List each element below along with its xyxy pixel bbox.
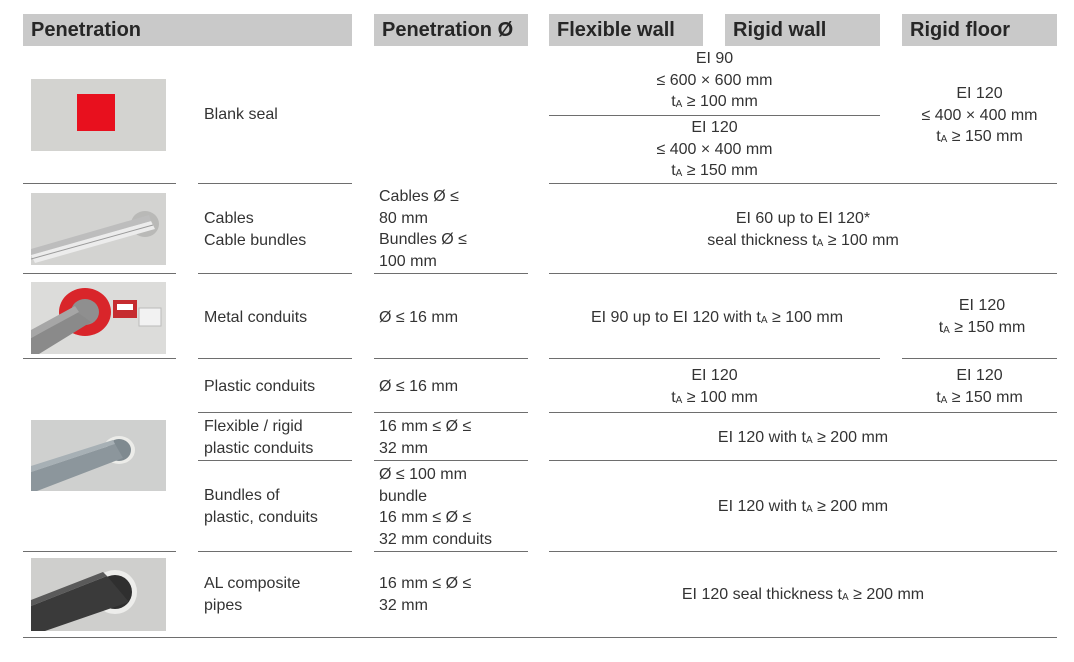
plastic-conduits-label: Plastic conduits: [204, 378, 316, 395]
row-divider: [198, 183, 352, 184]
metal-conduit-photo: [31, 282, 166, 354]
row-divider: [23, 183, 176, 184]
cables-photo: [31, 193, 166, 265]
plastic-conduit-photo: [31, 420, 166, 491]
flexible-rigid-rating: EI 120 with $t_A \ge 200$ mm: [717, 429, 889, 446]
row-divider: [549, 460, 1057, 461]
row-divider: [374, 551, 528, 552]
row-divider: [374, 273, 528, 274]
blank-seal-photo: [31, 79, 166, 151]
row-divider: [374, 358, 528, 359]
al-composite-photo: [31, 558, 166, 631]
row-divider: [23, 273, 176, 274]
row-divider: [198, 358, 352, 359]
al-composite-rating: EI 120 seal thickness $t_A \ge 200$ mm: [681, 586, 925, 603]
row-divider: [198, 551, 352, 552]
cables-rating: EI 60 up to EI 120* seal thickness $t_A \ge 100$ mm: [707, 210, 899, 249]
row-divider: [374, 460, 528, 461]
header-flexible-wall: Flexible wall: [549, 14, 703, 46]
al-composite-label: AL composite pipes: [204, 575, 301, 614]
blank-seal-flexible-top-rating: EI 90 ≤ 600 × 600 mm $t_A \ge 100$ mm: [656, 50, 773, 110]
blank-seal-flexible-bottom-rating: EI 120 ≤ 400 × 400 mm $t_A \ge 150$ mm: [656, 119, 773, 179]
row-divider: [549, 551, 1057, 552]
header-rigid-floor: Rigid floor: [902, 14, 1057, 46]
table-bottom-rule: [23, 637, 1057, 638]
row-divider: [198, 412, 352, 413]
blank-seal-floor-rating: EI 120 ≤ 400 × 400 mm $t_A \ge 150$ mm: [921, 85, 1038, 145]
row-divider: [902, 358, 1057, 359]
cables-label: Cables Cable bundles: [204, 210, 307, 249]
row-divider: [549, 358, 880, 359]
flexible-rigid-diameter: 16 mm ≤ Ø ≤ 32 mm: [379, 418, 472, 457]
row-divider: [23, 358, 176, 359]
cables-diameter: Cables Ø ≤ 80 mm Bundles Ø ≤ 100 mm: [379, 188, 467, 270]
metal-conduits-diameter: Ø ≤ 16 mm: [379, 309, 459, 326]
plastic-conduits-floor-rating: EI 120 $t_A \ge 150$ mm: [936, 367, 1023, 406]
header-rigid-wall: Rigid wall: [725, 14, 880, 46]
header-penetration: Penetration: [23, 14, 352, 46]
al-composite-diameter: 16 mm ≤ Ø ≤ 32 mm: [379, 575, 472, 614]
row-divider: [549, 273, 1057, 274]
plastic-conduits-diameter: Ø ≤ 16 mm: [379, 378, 459, 395]
row-divider: [549, 412, 1057, 413]
row-divider: [198, 460, 352, 461]
bundles-plastic-diameter: Ø ≤ 100 mm bundle 16 mm ≤ Ø ≤ 32 mm conduits: [379, 466, 492, 548]
bundles-plastic-label: Bundles of plastic, conduits: [204, 487, 318, 526]
header-penetration-diameter: Penetration Ø: [374, 14, 528, 46]
bundles-plastic-rating: EI 120 with $t_A \ge 200$ mm: [717, 498, 889, 515]
plastic-conduits-wall-rating: EI 120 $t_A \ge 100$ mm: [671, 367, 758, 406]
metal-conduits-floor-rating: EI 120 $t_A \ge 150$ mm: [938, 297, 1026, 336]
metal-conduits-wall-rating: EI 90 up to EI 120 with $t_A \ge 100$ mm: [590, 309, 844, 326]
row-divider: [374, 412, 528, 413]
blank-seal-label: Blank seal: [204, 106, 278, 123]
flexible-rigid-label: Flexible / rigid plastic conduits: [204, 418, 314, 457]
metal-conduits-label: Metal conduits: [204, 309, 308, 326]
row-divider: [198, 273, 352, 274]
blank-seal-inner-divider: [549, 115, 880, 116]
row-divider: [23, 551, 176, 552]
row-divider: [549, 183, 1057, 184]
